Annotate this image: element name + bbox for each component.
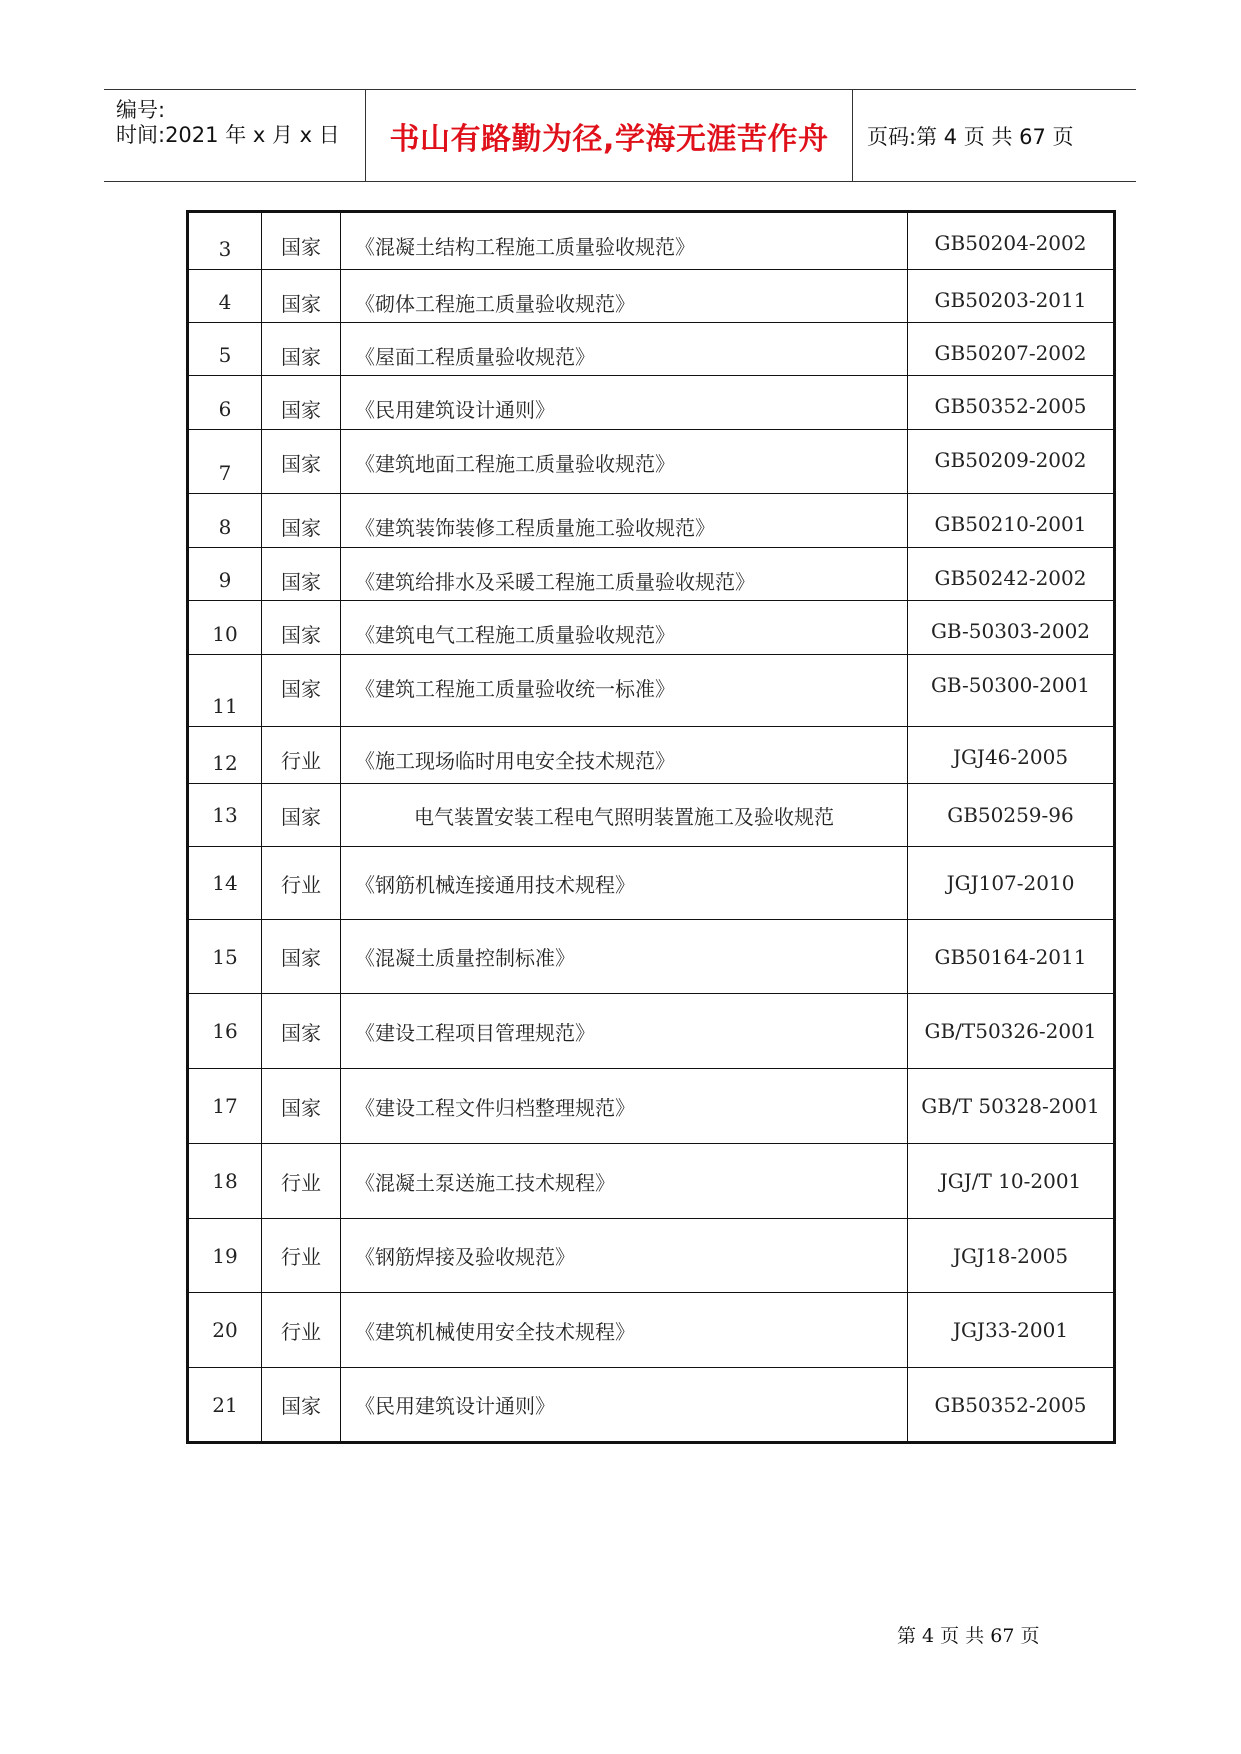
table-row — [188, 430, 1115, 494]
row-standard-code: GB/T50326-2001 — [908, 994, 1115, 1069]
row-standard-name: 《混凝土泵送施工技术规程》 — [341, 1144, 908, 1219]
row-standard-code: JGJ107-2010 — [908, 847, 1115, 920]
row-standard-code: GB50164-2011 — [908, 920, 1115, 994]
row-standard-name: 《建筑机械使用安全技术规程》 — [341, 1293, 908, 1368]
row-standard-name: 《钢筋机械连接通用技术规程》 — [341, 847, 908, 920]
row-standard-name: 《民用建筑设计通则》 — [341, 1368, 908, 1443]
table-row — [188, 1293, 1115, 1368]
document-number-label: 编号: — [116, 98, 166, 122]
row-level: 国家 — [262, 270, 341, 323]
row-standard-code: GB-50300-2001 — [908, 655, 1115, 727]
row-number: 7 — [188, 430, 262, 494]
row-level: 国家 — [262, 601, 341, 655]
table-row — [188, 494, 1115, 548]
row-standard-name: 《建设工程文件归档整理规范》 — [341, 1069, 908, 1144]
row-standard-code: GB50352-2005 — [908, 376, 1115, 430]
row-standard-code: GB50242-2002 — [908, 548, 1115, 601]
row-standard-code: JGJ33-2001 — [908, 1293, 1115, 1368]
row-number: 12 — [188, 727, 262, 784]
row-level: 行业 — [262, 1219, 341, 1293]
row-level: 国家 — [262, 376, 341, 430]
row-standard-name: 《砌体工程施工质量验收规范》 — [341, 270, 908, 323]
document-time-label: 时间:2021 年 x 月 x 日 — [116, 123, 340, 147]
row-standard-code: GB50210-2001 — [908, 494, 1115, 548]
row-level: 行业 — [262, 1144, 341, 1219]
row-standard-code: JGJ18-2005 — [908, 1219, 1115, 1293]
row-standard-name: 电气装置安装工程电气照明装置施工及验收规范 — [341, 784, 908, 847]
row-number: 13 — [188, 784, 262, 847]
row-standard-name: 《屋面工程质量验收规范》 — [341, 323, 908, 376]
row-standard-code: GB-50303-2002 — [908, 601, 1115, 655]
row-number: 11 — [188, 655, 262, 727]
table-row — [188, 1219, 1115, 1293]
row-standard-name: 《建设工程项目管理规范》 — [341, 994, 908, 1069]
row-number: 16 — [188, 994, 262, 1069]
row-standard-code: GB/T 50328-2001 — [908, 1069, 1115, 1144]
header-motto: 书山有路勤为径,学海无涯苦作舟 — [366, 90, 853, 181]
row-number: 20 — [188, 1293, 262, 1368]
table-row — [188, 784, 1115, 847]
row-level: 国家 — [262, 784, 341, 847]
row-number: 10 — [188, 601, 262, 655]
row-standard-code: GB50259-96 — [908, 784, 1115, 847]
row-standard-code: GB50352-2005 — [908, 1368, 1115, 1443]
row-number: 14 — [188, 847, 262, 920]
table-row — [188, 376, 1115, 430]
row-standard-name: 《钢筋焊接及验收规范》 — [341, 1219, 908, 1293]
row-level: 行业 — [262, 727, 341, 784]
standards-table — [186, 210, 1116, 1444]
row-number: 5 — [188, 323, 262, 376]
row-number: 4 — [188, 270, 262, 323]
row-standard-name: 《民用建筑设计通则》 — [341, 376, 908, 430]
standards-table-body — [188, 212, 1115, 1443]
row-number: 6 — [188, 376, 262, 430]
table-row — [188, 212, 1115, 270]
row-number: 21 — [188, 1368, 262, 1443]
row-level: 国家 — [262, 430, 341, 494]
row-level: 国家 — [262, 655, 341, 727]
table-row — [188, 1144, 1115, 1219]
row-standard-code: JGJ/T 10-2001 — [908, 1144, 1115, 1219]
table-row — [188, 601, 1115, 655]
table-row — [188, 920, 1115, 994]
table-row — [188, 994, 1115, 1069]
footer-page-number: 第 4 页 共 67 页 — [897, 1625, 1040, 1647]
row-standard-code: JGJ46-2005 — [908, 727, 1115, 784]
table-row — [188, 270, 1115, 323]
row-number: 17 — [188, 1069, 262, 1144]
row-number: 8 — [188, 494, 262, 548]
row-level: 国家 — [262, 548, 341, 601]
table-row — [188, 1368, 1115, 1443]
page-header — [104, 89, 1136, 182]
table-row — [188, 548, 1115, 601]
row-standard-name: 《建筑装饰装修工程质量施工验收规范》 — [341, 494, 908, 548]
row-level: 国家 — [262, 494, 341, 548]
row-level: 行业 — [262, 1293, 341, 1368]
row-level: 国家 — [262, 1368, 341, 1443]
table-row — [188, 1069, 1115, 1144]
row-standard-name: 《建筑工程施工质量验收统一标准》 — [341, 655, 908, 727]
row-standard-code: GB50203-2011 — [908, 270, 1115, 323]
row-level: 国家 — [262, 920, 341, 994]
table-row — [188, 655, 1115, 727]
header-meta — [104, 90, 366, 181]
row-standard-name: 《建筑地面工程施工质量验收规范》 — [341, 430, 908, 494]
row-number: 9 — [188, 548, 262, 601]
table-row — [188, 323, 1115, 376]
row-standard-name: 《混凝土结构工程施工质量验收规范》 — [341, 212, 908, 270]
row-level: 国家 — [262, 1069, 341, 1144]
row-number: 3 — [188, 212, 262, 270]
table-row — [188, 847, 1115, 920]
row-number: 18 — [188, 1144, 262, 1219]
row-number: 15 — [188, 920, 262, 994]
row-standard-name: 《建筑电气工程施工质量验收规范》 — [341, 601, 908, 655]
row-number: 19 — [188, 1219, 262, 1293]
row-standard-name: 《建筑给排水及采暖工程施工质量验收规范》 — [341, 548, 908, 601]
row-standard-code: GB50207-2002 — [908, 323, 1115, 376]
row-standard-name: 《施工现场临时用电安全技术规范》 — [341, 727, 908, 784]
row-standard-code: GB50209-2002 — [908, 430, 1115, 494]
row-standard-code: GB50204-2002 — [908, 212, 1115, 270]
header-page-info: 页码:第 4 页 共 67 页 — [867, 124, 1074, 149]
row-level: 国家 — [262, 323, 341, 376]
row-level: 国家 — [262, 994, 341, 1069]
row-standard-name: 《混凝土质量控制标准》 — [341, 920, 908, 994]
row-level: 行业 — [262, 847, 341, 920]
table-row — [188, 727, 1115, 784]
row-level: 国家 — [262, 212, 341, 270]
